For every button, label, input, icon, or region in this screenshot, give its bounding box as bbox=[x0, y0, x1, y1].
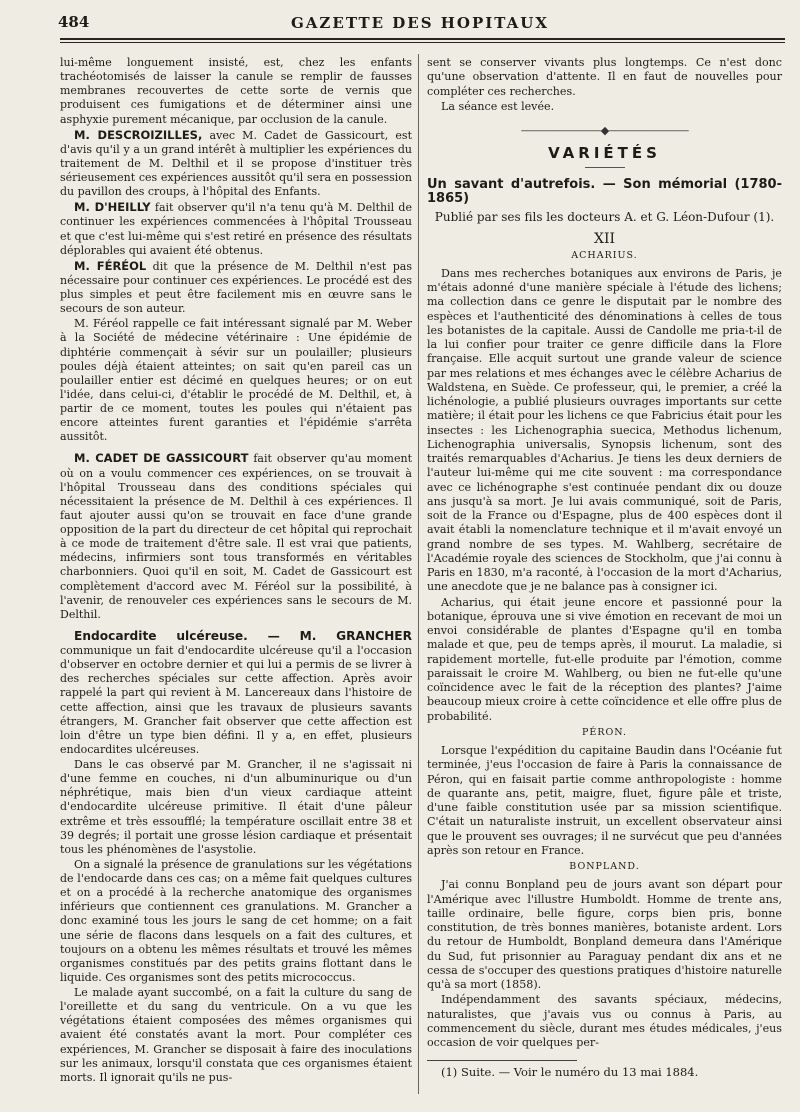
paragraph: La séance est levée. bbox=[441, 99, 555, 113]
speaker-name: M. DESCROIZILLES, bbox=[74, 127, 203, 142]
paragraph: On a signalé la présence de granulations sur les végétations de l'endocarde dans ces cas; on a même fait quelques cultures et on a procédé à la recherche anatomique des organismes inférieurs que contiennent ces granulations. M. Grancher a donc examiné tous les jours le sang de cet homme; on a fait une série de flacons dans lesquels on a fait des cultures, et toujours on a obtenu les mêmes résultats et trouvé les mêmes organismes constitués par des petits grains flottant dans le liquide. Ces organismes sont des petits micrococcus. bbox=[60, 857, 412, 984]
subsection-name: ACHARIUS. bbox=[571, 249, 638, 261]
paragraph: Lorsque l'expédition du capitaine Baudin dans l'Océanie fut terminée, j'eus l'occasion de faire à Paris la connaissance de Péron, qui en faisait partie comme anthropologiste : homme de quarante ans, petit, maigre, fluet, figure pâle et triste, d'une faible constitution usée par sa mission scientifique. C'était un naturaliste instruit, un excellent observateur ainsi que le prouvent ses ouvrages; il ne survécut que peu d'années après son retour en France. bbox=[427, 744, 782, 857]
paragraph-text: communique un fait d'endocardite ulcéreuse qu'il a l'occasion d'observer en octobre dernier et qui lui a permis de se livrer à des recherches spéciales sur cette affection. Après avoir rappelé la part qui revient à M. Lancereaux dans l'histoire de cette affection, ainsi que les travaux de plusieurs savants étrangers, M. Grancher fait observer que cette affection est loin d'être un type bien défini. Il y a, en effet, plusieurs endocardites ulcéreuses. bbox=[60, 644, 412, 756]
chapter-numeral: XII bbox=[593, 231, 616, 248]
column-divider bbox=[418, 54, 419, 1094]
paragraph: Acharius, qui était jeune encore et passionné pour la botanique, éprouva une si vive émotion en recevant de moi un envoi considérable de plantes d'Espagne qu'il en tomba malade et que, peu de temps après, il mourut. La maladie, si rapidement mortelle, fut-elle produite par l'émotion, comme paraissait le croire M. Wahlberg, ou bien ne fut-elle qu'une coïncidence avec le fait de la réception des plantes? J'aime beaucoup mieux croire à cette coïncidence et elle offre plus de probabilité. bbox=[427, 595, 782, 723]
subsection-name: PÉRON. bbox=[582, 726, 627, 738]
footnote-rule bbox=[427, 1060, 577, 1061]
paragraph: Dans le cas observé par M. Grancher, il ne s'agissait ni d'une femme en couches, ni d'un albuminurique ou d'un néphrétique, mais bien d'un vieux cardiaque atteint d'endocardite ulcéreuse primitive. Il était d'une pâleur extrême et très essoufflé; la température oscillait entre 38 et 39 degrés; il portait une grosse lésion cardiaque et présentait tous les phénomènes de l'asystolie. bbox=[60, 758, 412, 856]
paragraph: lui-même longuement insisté, est, chez les enfants trachéotomisés de laisser la canule se remplir de fausses membranes recouvertes de cette sorte de vernis que produisent ces fumigations et de déterminer ainsi une asphyxie purement mécanique, par occlusion de la canule. bbox=[60, 56, 412, 126]
article-title: Un savant d'autrefois. — Son mémorial (1780-1865) bbox=[427, 176, 782, 206]
paragraph-text: dit que la présence de M. Delthil n'est pas nécessaire pour continuer ces expériences. Le procédé est des plus simples et peut être facilement mis en œuvre sans le secours de son auteur. bbox=[60, 259, 412, 316]
header-rule-thin bbox=[60, 42, 785, 43]
speaker-name: M. CADET DE GASSICOURT bbox=[74, 451, 249, 466]
paragraph-text: avec M. Cadet de Gassicourt, est d'avis qu'il y a un grand intérêt à multiplier les expériences du traitement de M. Delthil et il se propose d'instituer très sérieusement ces expériences aussitôt qu'il sera en possession du pavillon des croups, à l'hôpital des Enfants. bbox=[60, 128, 413, 199]
page-number: 484 bbox=[58, 13, 90, 31]
running-title: GAZETTE DES HOPITAUX bbox=[290, 14, 549, 32]
speaker-name: M. FÉRÉOL bbox=[74, 258, 147, 273]
section-title: VARIÉTÉS bbox=[548, 144, 661, 163]
paragraph-text: fait observer qu'au moment où on a voulu commencer ces expériences, on se trouvait à l'hôpital Trousseau dans des conditions spéciales qui nécessitaient la présence de M. Delthil à ces expériences. Il faut ajouter aussi qu'on se trouvait en face d'une grande opposition de la part du directeur de cet hôpital qui reprochait à ce mode de traitement d'être sale. Il est vrai que patients, médecins, infirmiers sont tous transformés en véritables charbonniers. Quoi qu'il en soit, M. Cadet de Gassicourt est complètement d'accord avec M. Féréol sur la possibilité, à l'avenir, de renouveler ces expériences sans le secours de M. Delthil. bbox=[60, 452, 413, 621]
byline: Publié par ses fils les docteurs A. et G. Léon-Dufour (1). bbox=[434, 210, 775, 224]
paragraph: M. Féréol rappelle ce fait intéressant signalé par M. Weber à la Société de médecine vétérinaire : Une épidémie de diphtérie commençait à sévir sur un poulailler; plusieurs poules déjà étaient atteintes; on sait qu'en pareil cas un poulailler entier est décimé en quelques heures; or on eut l'idée, dans celui-ci, d'établir le procédé de M. Delthil, et, à partir de ce moment, toutes les poules qui n'étaient pas encore atteintes furent garanties et l'épidémie s'arrêta aussitôt. bbox=[60, 317, 412, 444]
subsection-name: BONPLAND. bbox=[569, 861, 640, 872]
small-rule bbox=[585, 167, 625, 168]
header-rule bbox=[60, 38, 785, 40]
paragraph bbox=[60, 451, 412, 622]
ornament-divider: ————————◆———————— bbox=[520, 124, 689, 137]
section-heading: Endocardite ulcéreuse. — M. GRANCHER bbox=[74, 628, 412, 643]
paragraph: Dans mes recherches botaniques aux environs de Paris, je m'étais adonné d'une manière spéciale à l'étude des lichens; ma collection dans ce genre le disputait par le nombre des espèces et l'authenticité des dénominations à celles de tous les botanistes de la capitale. Aussi de Candolle me pria-t-il de la lui confier pour traiter ce genre difficile dans la Flore française. Elle acquit surtout une grande valeur de science par mes relations et mes échanges avec le célèbre Acharius de Waldstena, en Suède. Ce professeur, qui, le premier, a créé la lichénologie, a publié plusieurs ouvrages importants sur cette matière; il était pour les lichens ce que Fabricius était pour les insectes : les Lichenographia suecica, Methodus lichenum, Lichenographia universalis, Synopsis lichenum, sont des traités remarquables d'Acharius. Je tiens les deux derniers de l'auteur lui-même qui me cite souvent : ma correspondance avec ce lichénographe s'est continuée pendant dix ou douze ans jusqu'à sa mort. Je lui avais communiqué, soit de Paris, soit de la France ou d'Espagne, plus de 400 espèces dont il avait établi la nomenclature technique et il m'avait envoyé un grand nombre de ses types. M. Wahlberg, secrétaire de l'Académie royale des sciences de Stockholm, que j'ai connu à Paris en 1830, m'a raconté, à l'occasion de la mort d'Acharius, une anecdote que je ne balance pas à consigner ici. bbox=[427, 266, 782, 594]
left-column bbox=[60, 56, 412, 1086]
paragraph bbox=[60, 259, 412, 317]
right-column bbox=[427, 56, 782, 1081]
paragraph bbox=[60, 200, 412, 258]
paragraph: J'ai connu Bonpland peu de jours avant son départ pour l'Amérique avec l'illustre Humboldt. Homme de trente ans, taille ordinaire, belle figure, corps bien pris, bonne constitution, de très bonnes manières, botaniste ardent. Lors du retour de Humboldt, Bonpland demeura dans l'Amérique du Sud, fut prisonnier au Paraguay pendant dix ans et ne cessa de s'occuper des questions pratiques d'histoire naturelle qu'à sa mort (1858). bbox=[427, 878, 782, 991]
paragraph: Indépendamment des savants spéciaux, médecins, naturalistes, que j'avais vus ou connus à Paris, au commencement du siècle, durant mes études médicales, j'eus occasion de voir quelques per- bbox=[427, 993, 782, 1049]
paragraph: sent se conserver vivants plus longtemps. Ce n'est donc qu'une observation d'attente. Il en faut de nouvelles pour compléter ces recherches. bbox=[427, 56, 782, 98]
paragraph: Le malade ayant succombé, on a fait la culture du sang de l'oreillette et du sang du ventricule. On a vu que les végétations étaient composées des mêmes organismes qui avaient été constatés avant la mort. Pour compléter ces expériences, M. Grancher se disposait à faire des inoculations sur les animaux, lorsqu'il constata que ces organismes étaient morts. Il ignorait qu'ils ne pus- bbox=[60, 986, 412, 1084]
paragraph-text: fait observer qu'il n'a tenu qu'à M. Delthil de continuer les expériences commencées à l'hôpital Trousseau et que c'est lui-même qui s'est retiré en présence des résultats déplorables qui avaient été obtenus. bbox=[60, 201, 412, 257]
speaker-name: M. D'HEILLY bbox=[74, 200, 151, 215]
paragraph bbox=[60, 629, 412, 757]
paragraph bbox=[60, 128, 412, 200]
footnote: (1) Suite. — Voir le numéro du 13 mai 1884. bbox=[441, 1065, 699, 1080]
